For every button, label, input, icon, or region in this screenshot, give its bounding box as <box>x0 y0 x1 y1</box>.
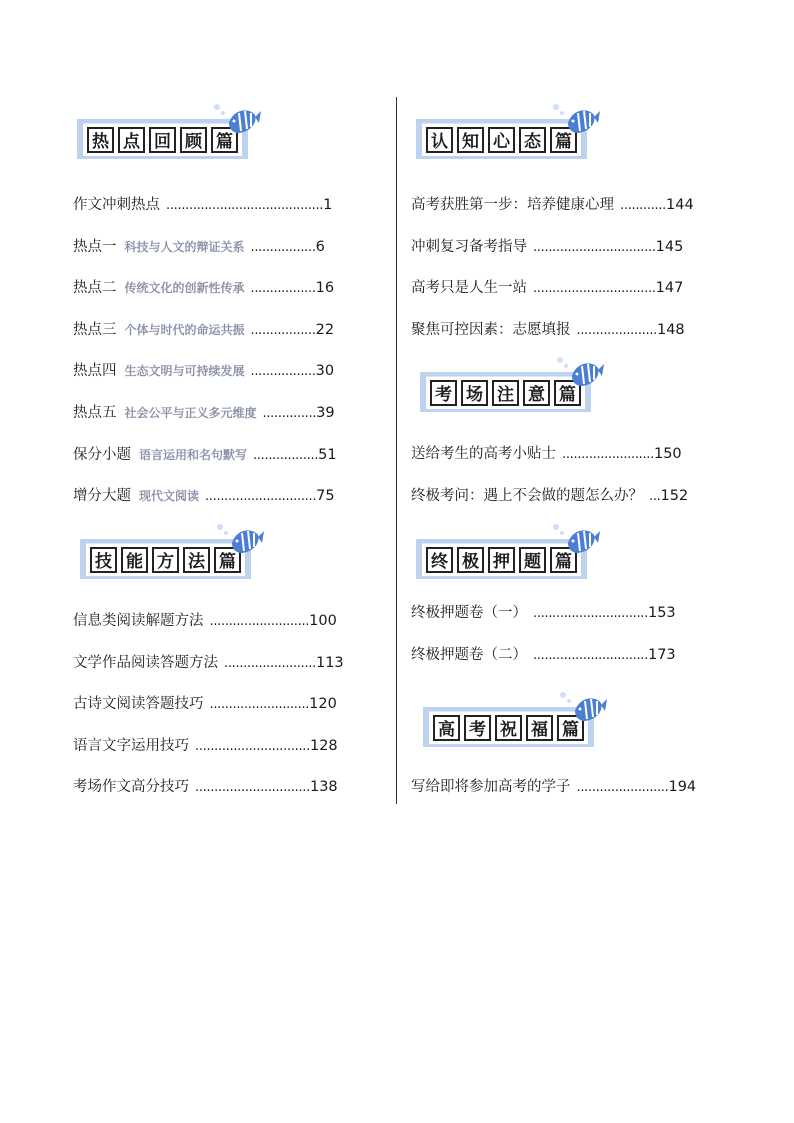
toc-entry[interactable] <box>73 651 344 672</box>
toc-entry[interactable] <box>73 609 337 630</box>
page-number: 147 <box>655 280 684 296</box>
title-char: 热 <box>87 127 114 153</box>
title-char: 知 <box>457 127 484 153</box>
title-char: 场 <box>461 380 488 406</box>
title-char: 终 <box>426 547 453 573</box>
entry-label: 冲刺复习备考指导 <box>411 239 527 255</box>
fish-icon <box>552 354 604 394</box>
leader-dots: ................. <box>250 240 316 255</box>
entry-subtitle: 社会公平与正义多元维度 <box>124 406 257 420</box>
leader-dots: ................. <box>250 323 316 338</box>
title-char: 篇 <box>550 127 577 153</box>
page-number: 113 <box>315 655 344 671</box>
toc-entry[interactable] <box>411 276 683 297</box>
page-number: 144 <box>666 197 694 213</box>
leader-dots: .............................. <box>533 606 648 621</box>
title-char: 高 <box>433 715 460 741</box>
page-number: 51 <box>318 447 337 463</box>
entry-label: 热点二 <box>73 280 117 296</box>
column-divider <box>396 97 397 804</box>
entry-label: 热点四 <box>73 363 117 379</box>
leader-dots: ................................ <box>533 281 656 296</box>
toc-entry[interactable] <box>411 775 696 796</box>
entry-label: 增分大题 <box>73 488 131 504</box>
title-char: 方 <box>152 547 179 573</box>
leader-dots: ................. <box>253 448 319 463</box>
leader-dots: ................................ <box>533 240 656 255</box>
title-char: 能 <box>121 547 148 573</box>
title-char: 祝 <box>495 715 522 741</box>
page-number: 100 <box>309 613 337 629</box>
entry-label: 终极押题卷（二） <box>411 647 527 663</box>
title-char: 注 <box>492 380 519 406</box>
page-number: 153 <box>647 605 676 621</box>
page-number: 150 <box>653 446 682 462</box>
page-number: 22 <box>315 322 335 338</box>
fish-icon <box>212 521 264 561</box>
leader-dots: ..................... <box>576 323 657 338</box>
page-number: 16 <box>315 280 335 296</box>
title-char: 意 <box>523 380 550 406</box>
entry-label: 送给考生的高考小贴士 <box>411 446 556 462</box>
toc-entry[interactable] <box>73 359 334 380</box>
page-number: 152 <box>660 488 689 504</box>
entry-label: 高考只是人生一站 <box>411 280 527 296</box>
page-number: 6 <box>315 239 325 255</box>
leader-dots: ................. <box>250 364 316 379</box>
toc-entry[interactable] <box>73 484 335 505</box>
entry-label: 考场作文高分技巧 <box>73 779 189 795</box>
leader-dots: ............ <box>620 198 666 213</box>
toc-entry[interactable] <box>411 643 676 664</box>
title-char: 心 <box>488 127 515 153</box>
title-char: 押 <box>488 547 515 573</box>
title-char: 篇 <box>550 547 577 573</box>
title-char: 篇 <box>554 380 581 406</box>
title-char: 篇 <box>214 547 241 573</box>
title-char: 考 <box>464 715 491 741</box>
fish-icon <box>548 101 600 141</box>
title-char: 题 <box>519 547 546 573</box>
toc-entry[interactable] <box>411 235 683 256</box>
page-number: 30 <box>315 363 335 379</box>
entry-label: 热点一 <box>73 239 117 255</box>
leader-dots: .......................... <box>209 697 310 712</box>
entry-label: 终极押题卷（一） <box>411 605 527 621</box>
title-char: 福 <box>526 715 553 741</box>
entry-label: 古诗文阅读答题技巧 <box>73 696 204 712</box>
entry-subtitle: 语言运用和名句默写 <box>139 448 248 462</box>
leader-dots: ............................. <box>205 489 317 504</box>
toc-entry[interactable] <box>73 401 335 422</box>
title-char: 点 <box>118 127 145 153</box>
title-char: 顾 <box>180 127 207 153</box>
leader-dots: ........................ <box>224 656 316 671</box>
title-char: 态 <box>519 127 546 153</box>
leader-dots: ................. <box>250 281 316 296</box>
page-number: 1 <box>323 197 333 213</box>
entry-label: 写给即将参加高考的学子 <box>411 779 571 795</box>
page-number: 128 <box>309 738 338 754</box>
entry-label: 高考获胜第一步：培养健康心理 <box>411 197 614 213</box>
toc-entry[interactable] <box>73 235 325 256</box>
page-number: 173 <box>647 647 676 663</box>
entry-label: 语言文字运用技巧 <box>73 738 189 754</box>
toc-entry[interactable] <box>73 775 338 796</box>
entry-label: 热点五 <box>73 405 117 421</box>
toc-entry[interactable] <box>411 318 685 339</box>
page-number: 138 <box>309 779 338 795</box>
leader-dots: ......................................... <box>166 198 324 213</box>
leader-dots: ........................ <box>576 780 669 795</box>
leader-dots: .......................... <box>209 614 310 629</box>
toc-entry[interactable] <box>411 484 688 505</box>
toc-entry[interactable] <box>73 692 337 713</box>
title-char: 篇 <box>557 715 584 741</box>
page-number: 39 <box>316 405 335 421</box>
fish-icon <box>548 521 600 561</box>
entry-subtitle: 个体与时代的命运共振 <box>124 323 245 337</box>
leader-dots: .............. <box>262 406 317 421</box>
entry-subtitle: 传统文化的创新性传承 <box>124 281 245 295</box>
leader-dots: .............................. <box>195 780 310 795</box>
page-number: 120 <box>309 696 337 712</box>
title-char: 考 <box>430 380 457 406</box>
fish-icon <box>209 101 261 141</box>
entry-subtitle: 生态文明与可持续发展 <box>124 364 245 378</box>
leader-dots: .............................. <box>533 648 648 663</box>
leader-dots: ........................ <box>562 447 654 462</box>
title-char: 极 <box>457 547 484 573</box>
title-char: 技 <box>90 547 117 573</box>
toc-entry[interactable] <box>73 193 332 214</box>
toc-entry[interactable] <box>73 443 337 464</box>
entry-subtitle: 科技与人文的辩证关系 <box>124 240 245 254</box>
toc-entry[interactable] <box>73 734 338 755</box>
entry-label: 热点三 <box>73 322 117 338</box>
entry-label: 聚焦可控因素：志愿填报 <box>411 322 571 338</box>
title-char: 回 <box>149 127 176 153</box>
title-char: 认 <box>426 127 453 153</box>
page-number: 194 <box>668 779 697 795</box>
toc-entry[interactable] <box>411 442 682 463</box>
leader-dots: ... <box>649 489 661 504</box>
fish-icon <box>555 689 607 729</box>
entry-label: 终极考问：遇上不会做的题怎么办？ <box>411 488 643 504</box>
entry-subtitle: 现代文阅读 <box>139 489 200 503</box>
toc-entry[interactable] <box>411 601 676 622</box>
leader-dots: .............................. <box>195 739 310 754</box>
toc-entry[interactable] <box>73 318 334 339</box>
toc-entry[interactable] <box>73 276 334 297</box>
entry-label: 信息类阅读解题方法 <box>73 613 204 629</box>
page-number: 145 <box>655 239 684 255</box>
entry-label: 作文冲刺热点 <box>73 197 160 213</box>
toc-entry[interactable] <box>411 193 694 214</box>
entry-label: 保分小题 <box>73 447 131 463</box>
title-char: 法 <box>183 547 210 573</box>
title-char: 篇 <box>211 127 238 153</box>
page-number: 148 <box>656 322 685 338</box>
entry-label: 文学作品阅读答题方法 <box>73 655 218 671</box>
page-number: 75 <box>316 488 335 504</box>
